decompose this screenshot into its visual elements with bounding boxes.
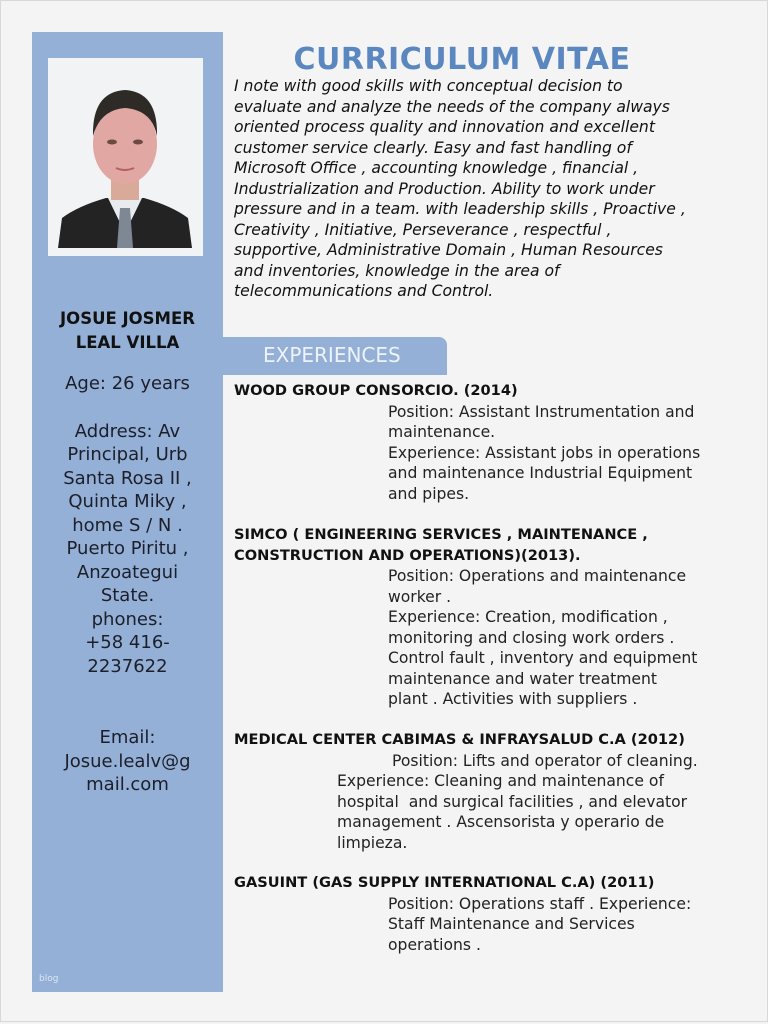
phone-line: +58 416- bbox=[85, 632, 170, 653]
address-line: State. bbox=[100, 585, 155, 606]
job-line: Experience: Creation, modification , bbox=[388, 608, 668, 626]
job-entry bbox=[234, 730, 734, 853]
job-line: Position: Operations and maintenance bbox=[388, 567, 687, 585]
job-line: plant . Activities with suppliers . bbox=[388, 690, 638, 708]
job-line: Position: Lifts and operator of cleaning. bbox=[392, 751, 698, 770]
job-line: Experience: Cleaning and maintenance of bbox=[337, 772, 664, 790]
job-line: hospital and surgical facilities , and elevator bbox=[337, 792, 688, 811]
person-portrait-icon bbox=[48, 58, 203, 256]
job-line: Position: Operations staff . Experience: bbox=[388, 894, 692, 913]
summary-line: evaluate and analyze the needs of the company always bbox=[234, 97, 670, 116]
experiences-section-header bbox=[223, 337, 447, 375]
job-line: Experience: Assistant jobs in operations bbox=[388, 443, 701, 462]
page-title: CURRICULUM VITAE bbox=[293, 42, 631, 77]
email-line: Josue.lealv@g bbox=[64, 750, 191, 772]
job-description bbox=[234, 751, 734, 854]
address-line: home S / N . bbox=[72, 514, 183, 536]
address-line: Quinta Miky , bbox=[68, 491, 187, 512]
summary-line: supportive, Administrative Domain , Human Resources bbox=[234, 241, 663, 259]
address-line: Puerto Piritu , bbox=[66, 538, 189, 559]
contact-info bbox=[32, 372, 223, 797]
job-entry bbox=[234, 525, 734, 710]
job-title bbox=[234, 525, 734, 566]
job-title: WOOD GROUP CONSORCIO. (2014) bbox=[234, 382, 518, 399]
job-line: Position: Assistant Instrumentation and bbox=[388, 402, 695, 421]
profile-summary bbox=[234, 76, 724, 302]
summary-line: oriented process quality and innovation and excellent bbox=[234, 118, 655, 136]
sidebar bbox=[32, 32, 223, 992]
job-line: worker . bbox=[388, 587, 452, 606]
job-line: Control fault , inventory and equipment bbox=[388, 649, 698, 667]
job-line: and maintenance Industrial Equipment bbox=[388, 464, 693, 482]
job-title-line: SIMCO ( ENGINEERING SERVICES , MAINTENANCE , bbox=[234, 526, 648, 543]
phone-line: 2237622 bbox=[87, 655, 168, 677]
address-line: Santa Rosa II , bbox=[63, 467, 192, 489]
summary-line: pressure and in a team. with leadership skills , Proactive , bbox=[234, 200, 686, 218]
job-line: Staff Maintenance and Services bbox=[388, 915, 635, 933]
summary-line: telecommunications and Control. bbox=[234, 282, 494, 300]
summary-line: Microsoft Office , accounting knowledge , financial , bbox=[234, 159, 639, 177]
job-title: MEDICAL CENTER CABIMAS & INFRAYSALUD C.A (2012) bbox=[234, 731, 685, 748]
email-line: mail.com bbox=[86, 774, 169, 795]
job-entry bbox=[234, 381, 734, 504]
summary-line: Creativity , Initiative, Perseverance , respectful , bbox=[234, 220, 612, 239]
address-line: Principal, Urb bbox=[67, 444, 188, 465]
summary-line: customer service clearly. Easy and fast handling of bbox=[234, 138, 632, 157]
candidate-name bbox=[32, 307, 223, 355]
phones-label: phones: bbox=[91, 608, 164, 630]
job-line: operations . bbox=[388, 935, 481, 954]
name-line-2: LEAL VILLA bbox=[75, 333, 180, 352]
job-line: maintenance. bbox=[388, 423, 496, 441]
job-line: management . Ascensorista y operario de bbox=[337, 813, 665, 831]
job-description bbox=[234, 402, 734, 505]
email-label: Email: bbox=[99, 727, 156, 748]
job-line: limpieza. bbox=[337, 833, 408, 852]
job-title-line: CONSTRUCTION AND OPERATIONS)(2013). bbox=[234, 546, 581, 564]
summary-line: I note with good skills with conceptual decision to bbox=[234, 77, 623, 95]
age-text: Age: 26 years bbox=[65, 373, 190, 394]
address-line: Anzoategui bbox=[76, 561, 179, 583]
job-description bbox=[234, 566, 734, 710]
job-line: monitoring and closing work orders . bbox=[388, 628, 675, 647]
profile-photo bbox=[48, 58, 203, 256]
experiences-label: EXPERIENCES bbox=[263, 343, 401, 367]
name-line-1: JOSUE JOSMER bbox=[60, 309, 195, 328]
job-title: GASUINT (GAS SUPPLY INTERNATIONAL C.A) (2011) bbox=[234, 874, 655, 891]
summary-line: Industrialization and Production. Ability to work under bbox=[234, 179, 655, 198]
address-line: Address: Av bbox=[74, 420, 181, 442]
job-entry bbox=[234, 873, 734, 955]
job-line: maintenance and water treatment bbox=[388, 669, 658, 688]
blog-watermark: blog bbox=[39, 974, 59, 984]
job-line: and pipes. bbox=[388, 484, 470, 503]
summary-line: and inventories, knowledge in the area of bbox=[234, 261, 560, 280]
job-description bbox=[234, 894, 734, 956]
